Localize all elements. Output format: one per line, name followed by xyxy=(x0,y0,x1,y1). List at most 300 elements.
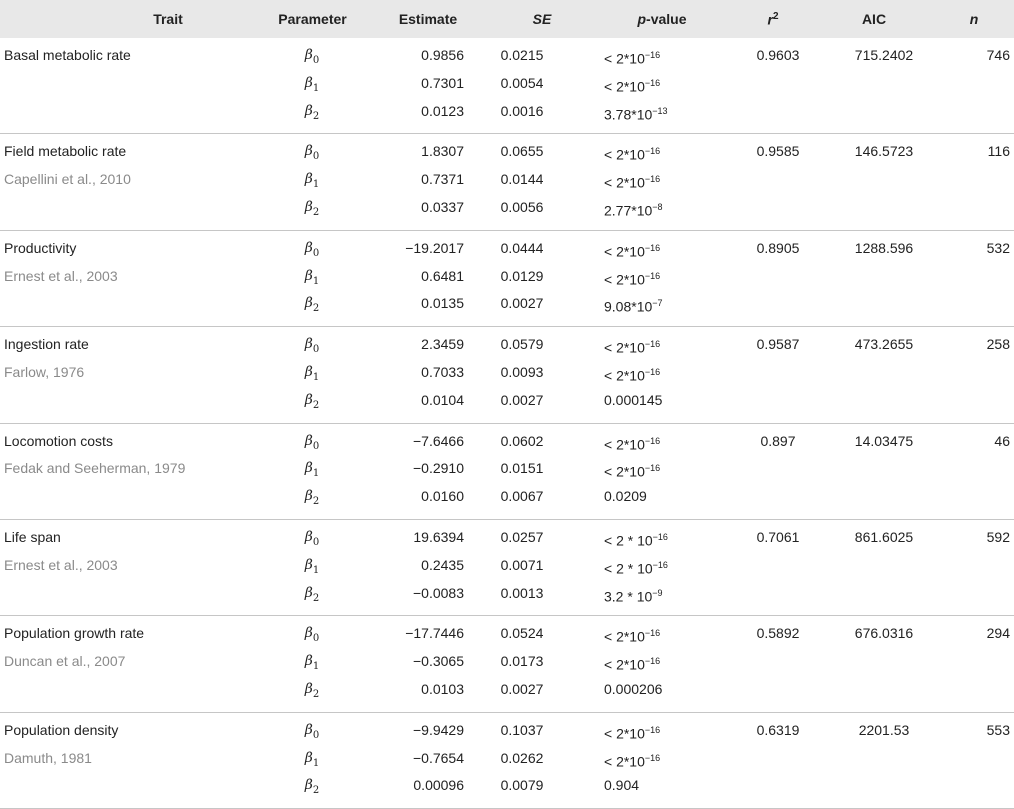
pvalue-exponent: −16 xyxy=(644,146,661,157)
se-value: 0.0027 xyxy=(492,292,592,326)
estimate-value: 1.8307 xyxy=(421,143,464,160)
aic-empty xyxy=(814,650,934,678)
estimate-value: 0.9856 xyxy=(421,47,464,63)
n-empty xyxy=(934,100,1014,134)
header-n: n xyxy=(969,11,979,27)
table-row xyxy=(0,519,1014,553)
beta-symbol: β xyxy=(304,556,313,573)
aic-value: 1288.596 xyxy=(854,239,914,256)
beta-symbol: β xyxy=(304,777,313,794)
table-row xyxy=(0,712,1014,746)
r2-value: 0.9587 xyxy=(756,336,800,353)
aic-empty xyxy=(814,554,934,582)
se-value: 0.0602 xyxy=(500,432,544,449)
estimate-value: 2.3459 xyxy=(421,336,464,353)
estimate-value: −19.2017 xyxy=(405,239,464,256)
n-empty xyxy=(934,457,1014,485)
parameter-subscript: 0 xyxy=(312,729,320,741)
table-row xyxy=(0,389,1014,423)
pvalue-cell xyxy=(592,747,732,775)
aic-empty xyxy=(814,457,934,485)
parameter-symbol xyxy=(236,485,364,519)
trait-empty xyxy=(0,389,236,423)
trait-empty xyxy=(0,678,236,712)
parameter-symbol xyxy=(236,554,364,582)
pvalue-exponent: −16 xyxy=(644,463,661,474)
table-row xyxy=(0,457,1014,485)
aic-empty xyxy=(814,389,934,423)
r2-empty xyxy=(732,774,814,808)
pvalue-base: 3.78*10 xyxy=(604,106,653,123)
pvalue-base: 9.08*10 xyxy=(604,299,653,316)
estimate-value: 0.0135 xyxy=(364,292,492,326)
se-value: 0.0257 xyxy=(500,528,544,545)
se-value: 0.0144 xyxy=(500,171,544,188)
n-empty xyxy=(934,582,1014,616)
pvalue-base: 2.77*10 xyxy=(604,202,653,219)
header-estimate: Estimate xyxy=(398,11,458,27)
pvalue-exponent: −16 xyxy=(652,531,668,542)
parameter-subscript: 1 xyxy=(312,275,320,287)
parameter-subscript: 1 xyxy=(312,757,320,769)
r2-empty xyxy=(732,650,814,678)
parameter-symbol xyxy=(236,292,364,326)
aic-empty xyxy=(814,582,934,616)
se-value: 0.0215 xyxy=(500,47,544,63)
pvalue-exponent: −16 xyxy=(644,270,661,281)
parameter-symbol xyxy=(236,327,364,361)
beta-symbol: β xyxy=(304,721,313,738)
trait-empty xyxy=(0,582,236,616)
pvalue-cell xyxy=(592,361,732,389)
trait-name: Population density xyxy=(4,721,119,738)
parameter-subscript: 1 xyxy=(312,371,320,383)
se-value: 0.0444 xyxy=(500,239,544,256)
parameter-symbol xyxy=(236,423,364,457)
parameter-subscript: 2 xyxy=(312,303,320,315)
table-row xyxy=(0,774,1014,808)
parameter-symbol xyxy=(236,774,364,808)
aic-empty xyxy=(814,292,934,326)
beta-symbol: β xyxy=(304,432,313,449)
estimate-value: 0.0337 xyxy=(364,196,492,230)
n-empty xyxy=(934,196,1014,230)
pvalue-exponent: −16 xyxy=(644,242,661,253)
header-aic: AIC xyxy=(861,11,887,27)
pvalue-exponent: −16 xyxy=(644,724,661,735)
beta-symbol: β xyxy=(304,198,313,215)
pvalue-exponent: −16 xyxy=(644,366,661,377)
r2-value: 0.9603 xyxy=(756,47,800,63)
trait-empty xyxy=(0,485,236,519)
se-value: 0.0262 xyxy=(500,749,544,766)
pvalue-exponent: −16 xyxy=(644,752,661,763)
parameter-symbol xyxy=(236,230,364,264)
estimate-value: −0.2910 xyxy=(413,460,464,477)
parameter-symbol xyxy=(236,582,364,616)
header-pvalue-p: p xyxy=(637,11,647,27)
n-value: 592 xyxy=(986,528,1010,545)
n-empty xyxy=(934,774,1014,808)
n-empty xyxy=(934,168,1014,196)
parameter-symbol xyxy=(236,100,364,134)
pvalue-base: < 2*10 xyxy=(604,147,645,164)
pvalue-cell xyxy=(592,485,732,519)
pvalue-cell xyxy=(592,265,732,293)
aic-empty xyxy=(814,485,934,519)
beta-symbol: β xyxy=(304,528,313,545)
r2-empty xyxy=(732,485,814,519)
parameter-symbol xyxy=(236,361,364,389)
parameter-symbol xyxy=(236,678,364,712)
parameter-symbol xyxy=(236,650,364,678)
parameter-symbol xyxy=(236,168,364,196)
trait-citation: Duncan et al., 2007 xyxy=(4,653,126,670)
r2-value: 0.8905 xyxy=(756,239,800,256)
pvalue-exponent: −9 xyxy=(652,587,663,598)
beta-symbol: β xyxy=(304,749,313,766)
pvalue-exponent: −8 xyxy=(652,201,663,212)
n-empty xyxy=(934,265,1014,293)
pvalue-exponent: −16 xyxy=(644,174,661,185)
beta-symbol: β xyxy=(304,363,313,380)
se-value: 0.1037 xyxy=(500,721,544,738)
trait-empty xyxy=(0,774,236,808)
trait-name: Population growth rate xyxy=(4,625,145,642)
aic-empty xyxy=(814,678,934,712)
estimate-value: 0.0104 xyxy=(364,389,492,423)
header-pvalue-rest: -value xyxy=(646,11,687,27)
aic-empty xyxy=(814,361,934,389)
pvalue-cell xyxy=(592,650,732,678)
pvalue-cell xyxy=(592,712,732,746)
pvalue-cell xyxy=(592,327,732,361)
parameter-symbol xyxy=(236,134,364,168)
trait-empty xyxy=(0,292,236,326)
table-row xyxy=(0,554,1014,582)
se-value: 0.0524 xyxy=(500,625,544,642)
se-value: 0.0093 xyxy=(500,363,544,380)
header-trait: Trait xyxy=(153,11,183,27)
estimate-value: 0.7371 xyxy=(421,171,464,188)
estimate-value: 0.0160 xyxy=(364,485,492,519)
n-value: 553 xyxy=(986,721,1010,738)
table-row xyxy=(0,72,1014,100)
r2-empty xyxy=(732,582,814,616)
pvalue-cell xyxy=(592,389,732,423)
pvalue-cell xyxy=(592,616,732,650)
table-row xyxy=(0,100,1014,134)
trait-citation: Fedak and Seeherman, 1979 xyxy=(4,460,186,477)
estimate-value: −0.7654 xyxy=(413,749,464,766)
pvalue-cell xyxy=(592,554,732,582)
pvalue-base: < 2*10 xyxy=(604,339,645,356)
pvalue-base: 0.904 xyxy=(604,777,640,794)
r2-empty xyxy=(732,361,814,389)
r2-empty xyxy=(732,196,814,230)
beta-symbol: β xyxy=(304,625,313,642)
aic-empty xyxy=(814,747,934,775)
n-value: 294 xyxy=(986,625,1010,642)
pvalue-cell xyxy=(592,423,732,457)
parameter-subscript: 1 xyxy=(312,468,320,480)
estimate-value: −17.7446 xyxy=(405,625,464,642)
beta-symbol: β xyxy=(304,680,313,697)
pvalue-base: < 2*10 xyxy=(604,367,645,384)
table-row xyxy=(0,134,1014,168)
pvalue-base: < 2*10 xyxy=(604,243,645,260)
parameter-subscript: 2 xyxy=(312,785,320,797)
pvalue-base: 0.0209 xyxy=(604,488,647,505)
table-row xyxy=(0,196,1014,230)
aic-empty xyxy=(814,265,934,293)
beta-symbol: β xyxy=(304,239,313,256)
pvalue-exponent: −16 xyxy=(644,628,661,639)
pvalue-base: 0.000145 xyxy=(604,391,663,408)
parameter-subscript: 2 xyxy=(312,688,320,700)
n-empty xyxy=(934,747,1014,775)
trait-empty xyxy=(0,100,236,134)
se-value: 0.0054 xyxy=(500,74,544,91)
pvalue-base: < 2*10 xyxy=(604,464,645,481)
r2-empty xyxy=(732,747,814,775)
estimate-value: 0.7033 xyxy=(421,363,464,380)
parameter-subscript: 2 xyxy=(312,206,320,218)
pvalue-exponent: −7 xyxy=(652,298,663,309)
se-value: 0.0151 xyxy=(500,460,544,477)
parameter-subscript: 0 xyxy=(312,633,320,645)
beta-symbol: β xyxy=(304,74,313,91)
table-row xyxy=(0,582,1014,616)
pvalue-base: 3.2 * 10 xyxy=(604,588,653,605)
header-r2-sup: 2 xyxy=(772,10,779,22)
trait-citation: Farlow, 1976 xyxy=(4,363,85,380)
se-value: 0.0173 xyxy=(500,653,544,670)
pvalue-cell xyxy=(592,582,732,616)
parameter-subscript: 0 xyxy=(312,247,320,259)
r2-empty xyxy=(732,389,814,423)
pvalue-base: < 2 * 10 xyxy=(604,532,653,549)
table-row xyxy=(0,650,1014,678)
n-empty xyxy=(934,554,1014,582)
se-value: 0.0655 xyxy=(500,143,544,160)
n-value: 746 xyxy=(986,47,1010,63)
table-header xyxy=(0,0,1014,38)
n-empty xyxy=(934,485,1014,519)
r2-value: 0.897 xyxy=(760,432,796,449)
estimate-value: 19.6394 xyxy=(413,528,464,545)
estimate-value: 0.00096 xyxy=(364,774,492,808)
beta-symbol: β xyxy=(304,391,313,408)
r2-empty xyxy=(732,678,814,712)
parameter-subscript: 1 xyxy=(312,82,320,94)
aic-value: 2201.53 xyxy=(858,721,910,738)
table-row xyxy=(0,747,1014,775)
pvalue-base: < 2*10 xyxy=(604,656,645,673)
pvalue-cell xyxy=(592,134,732,168)
estimate-value: 0.2435 xyxy=(421,556,464,573)
beta-symbol: β xyxy=(304,488,313,505)
beta-symbol: β xyxy=(304,47,313,63)
se-value: 0.0027 xyxy=(492,678,592,712)
beta-symbol: β xyxy=(304,143,313,160)
aic-value: 146.5723 xyxy=(854,143,914,160)
pvalue-cell xyxy=(592,519,732,553)
r2-value: 0.9585 xyxy=(756,143,800,160)
trait-citation: Damuth, 1981 xyxy=(4,749,92,766)
estimate-value: −9.9429 xyxy=(413,721,464,738)
trait-citation: Capellini et al., 2010 xyxy=(4,171,131,188)
pvalue-base: < 2*10 xyxy=(604,50,645,67)
parameter-subscript: 2 xyxy=(312,495,320,507)
beta-symbol: β xyxy=(304,460,313,477)
beta-symbol: β xyxy=(304,267,313,284)
parameter-subscript: 1 xyxy=(312,178,320,190)
pvalue-exponent: −16 xyxy=(644,50,661,60)
pvalue-base: < 2*10 xyxy=(604,271,645,288)
se-value: 0.0129 xyxy=(500,267,544,284)
pvalue-exponent: −16 xyxy=(644,656,661,667)
pvalue-exponent: −13 xyxy=(652,105,668,116)
aic-value: 14.03475 xyxy=(854,432,914,449)
table-row xyxy=(0,265,1014,293)
table-row xyxy=(0,168,1014,196)
trait-name: Ingestion rate xyxy=(4,336,89,353)
pvalue-cell xyxy=(592,457,732,485)
table-row xyxy=(0,327,1014,361)
pvalue-base: < 2*10 xyxy=(604,436,645,453)
pvalue-exponent: −16 xyxy=(644,435,661,446)
parameter-subscript: 2 xyxy=(312,110,320,122)
parameter-symbol xyxy=(236,72,364,100)
n-value: 46 xyxy=(994,432,1010,449)
r2-empty xyxy=(732,554,814,582)
header-parameter: Parameter xyxy=(278,11,347,27)
aic-empty xyxy=(814,100,934,134)
aic-value: 861.6025 xyxy=(854,528,914,545)
r2-empty xyxy=(732,457,814,485)
pvalue-base: < 2 * 10 xyxy=(604,560,653,577)
beta-symbol: β xyxy=(304,295,313,312)
n-empty xyxy=(934,389,1014,423)
trait-citation: Ernest et al., 2003 xyxy=(4,556,118,573)
r2-value: 0.6319 xyxy=(756,721,800,738)
beta-symbol: β xyxy=(304,336,313,353)
parameter-symbol xyxy=(236,196,364,230)
parameter-symbol xyxy=(236,265,364,293)
aic-empty xyxy=(814,168,934,196)
aic-value: 473.2655 xyxy=(854,336,914,353)
table-row xyxy=(0,230,1014,264)
table-row xyxy=(0,38,1014,72)
trait-name: Field metabolic rate xyxy=(4,143,127,160)
se-value: 0.0027 xyxy=(492,389,592,423)
pvalue-exponent: −16 xyxy=(644,339,661,350)
pvalue-base: < 2*10 xyxy=(604,753,645,770)
table-row xyxy=(0,361,1014,389)
aic-empty xyxy=(814,774,934,808)
pvalue-cell xyxy=(592,38,732,72)
trait-name: Basal metabolic rate xyxy=(4,47,131,63)
table-row xyxy=(0,485,1014,519)
r2-value: 0.5892 xyxy=(756,625,800,642)
r2-empty xyxy=(732,265,814,293)
trait-name: Productivity xyxy=(4,239,77,256)
beta-symbol: β xyxy=(304,171,313,188)
trait-empty xyxy=(0,196,236,230)
parameter-symbol xyxy=(236,389,364,423)
estimate-value: 0.0123 xyxy=(364,100,492,134)
pvalue-cell xyxy=(592,292,732,326)
parameter-subscript: 1 xyxy=(312,660,320,672)
se-value: 0.0013 xyxy=(492,582,592,616)
parameter-symbol xyxy=(236,38,364,72)
n-value: 116 xyxy=(987,143,1010,160)
r2-empty xyxy=(732,100,814,134)
header-pvalue xyxy=(592,0,732,38)
parameter-symbol xyxy=(236,712,364,746)
se-value: 0.0079 xyxy=(492,774,592,808)
estimate-value: −0.0083 xyxy=(364,582,492,616)
parameter-subscript: 0 xyxy=(312,536,320,548)
header-r2 xyxy=(732,0,814,38)
r2-empty xyxy=(732,292,814,326)
pvalue-cell xyxy=(592,72,732,100)
pvalue-exponent: −16 xyxy=(652,559,668,570)
table-row xyxy=(0,423,1014,457)
r2-empty xyxy=(732,168,814,196)
parameter-symbol xyxy=(236,616,364,650)
n-value: 258 xyxy=(986,336,1010,353)
se-value: 0.0579 xyxy=(500,336,544,353)
pvalue-base: < 2*10 xyxy=(604,725,645,742)
pvalue-cell xyxy=(592,774,732,808)
se-value: 0.0067 xyxy=(492,485,592,519)
parameter-symbol xyxy=(236,457,364,485)
r2-value: 0.7061 xyxy=(756,528,800,545)
parameter-symbol xyxy=(236,747,364,775)
se-value: 0.0071 xyxy=(500,556,544,573)
aic-empty xyxy=(814,72,934,100)
pvalue-cell xyxy=(592,100,732,134)
n-empty xyxy=(934,678,1014,712)
estimate-value: 0.6481 xyxy=(421,267,464,284)
estimate-value: 0.0103 xyxy=(364,678,492,712)
pvalue-base: 0.000206 xyxy=(604,680,663,697)
beta-symbol: β xyxy=(304,584,313,601)
parameter-subscript: 2 xyxy=(312,399,320,411)
n-empty xyxy=(934,650,1014,678)
aic-value: 715.2402 xyxy=(854,47,914,63)
parameter-symbol xyxy=(236,519,364,553)
pvalue-cell xyxy=(592,678,732,712)
estimate-value: 0.7301 xyxy=(421,74,464,91)
pvalue-cell xyxy=(592,196,732,230)
pvalue-base: < 2*10 xyxy=(604,174,645,191)
n-value: 532 xyxy=(986,239,1010,256)
n-empty xyxy=(934,292,1014,326)
pvalue-cell xyxy=(592,168,732,196)
beta-symbol: β xyxy=(304,102,313,119)
n-empty xyxy=(934,72,1014,100)
pvalue-cell xyxy=(592,230,732,264)
pvalue-exponent: −16 xyxy=(644,77,661,88)
estimate-value: −7.6466 xyxy=(413,432,464,449)
parameter-subscript: 0 xyxy=(312,54,320,66)
trait-citation: Ernest et al., 2003 xyxy=(4,267,118,284)
parameter-subscript: 0 xyxy=(312,151,320,163)
estimate-value: −0.3065 xyxy=(413,653,464,670)
